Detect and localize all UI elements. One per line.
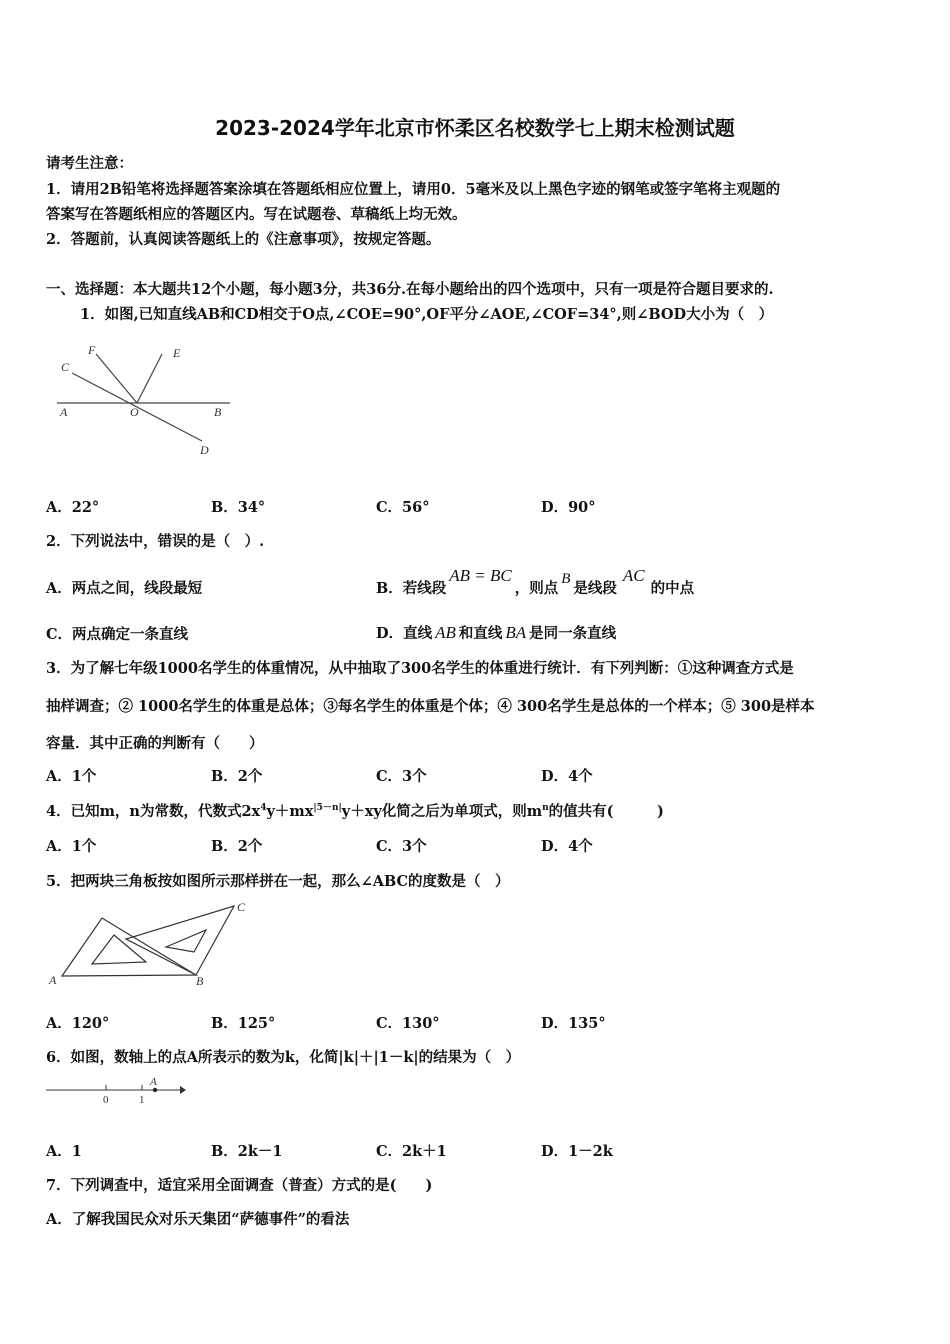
q2-d-text: 和直线 (458, 625, 503, 642)
q2-option-d[interactable] (376, 622, 616, 643)
question-7-stem: 7．下列调查中，适宜采用全面调查（普查）方式的是( ) (46, 1177, 433, 1194)
label-d: D (200, 443, 209, 457)
q2-b-text: ，则点 (514, 580, 559, 597)
q5-option-a[interactable]: A．120° (46, 1015, 110, 1032)
q1-option-a[interactable]: A．22° (46, 499, 100, 516)
notice-line: 2．答题前，认真阅读答题纸上的《注意事项》，按规定答题。 (46, 231, 441, 248)
q4-exponent: |5－n| (313, 803, 342, 814)
q3-option-c[interactable]: C．3个 (376, 768, 427, 785)
q1-option-b[interactable]: B．34° (211, 499, 266, 516)
q4-option-c[interactable]: C．3个 (376, 838, 427, 855)
notice-line: 答案写在答题纸相应的答题区内。写在试题卷、草稿纸上均无效。 (46, 206, 467, 223)
q4-exponent: n (542, 803, 549, 814)
label-0: 0 (103, 1094, 109, 1106)
q4-option-a[interactable]: A．1个 (46, 838, 97, 855)
notice-line: 1．请用2B铅笔将选择题答案涂填在答题纸相应位置上，请用0．5毫米及以上黑色字迹的钢笔或签字笔将主观题的 (46, 181, 781, 198)
label-1: 1 (139, 1094, 145, 1106)
label-a: A (49, 973, 57, 987)
question-6-stem: 6．如图，数轴上的点A所表示的数为k，化简|k|＋|1－k|的结果为（ ） (46, 1049, 521, 1066)
label-e: E (173, 346, 181, 360)
label-c: C (237, 900, 246, 914)
q1-option-c[interactable]: C．56° (376, 499, 430, 516)
axis-arrow (180, 1086, 186, 1094)
q2-b-text: B．若线段 (376, 580, 447, 597)
q6-option-a[interactable]: A．1 (46, 1143, 82, 1160)
q2-option-a[interactable]: A．两点之间，线段最短 (46, 580, 203, 597)
q1-option-d[interactable]: D．90° (541, 499, 596, 516)
q1-figure (52, 340, 242, 465)
q2-b-point: B (561, 571, 571, 587)
q6-option-b[interactable]: B．2k－1 (211, 1143, 283, 1160)
question-2-stem: 2．下列说法中，错误的是（ ）. (46, 533, 265, 550)
question-3-line: 3．为了解七年级1000名学生的体重情况，从中抽取了300名学生的体重进行统计．有下列判断：①这种调查方式是 (46, 660, 794, 677)
q5-option-b[interactable]: B．125° (211, 1015, 276, 1032)
section-heading: 一、选择题：本大题共12个小题，每小题3分，共36分.在每小题给出的四个选项中，只有一项是符合题目要求的. (46, 281, 774, 298)
q4-text: 的值共有( ) (548, 803, 664, 820)
label-o: O (130, 405, 139, 419)
q3-option-a[interactable]: A．1个 (46, 768, 97, 785)
triangle-2-inner (166, 930, 206, 952)
ray-oe (137, 354, 162, 403)
q2-d-text: 是同一条直线 (529, 625, 617, 642)
notice-heading: 请考生注意： (46, 155, 133, 172)
label-b: B (214, 405, 222, 419)
q2-b-text: 的中点 (650, 580, 695, 597)
q2-d-ba: BA (505, 623, 527, 642)
q3-option-b[interactable]: B．2个 (211, 768, 263, 785)
label-c: C (61, 360, 70, 374)
q5-figure (44, 897, 259, 989)
question-5-stem: 5．把两块三角板按如图所示那样拼在一起，那么∠ABC的度数是（ ） (46, 873, 510, 890)
q4-text: 4．已知m，n为常数，代数式2x (46, 803, 261, 820)
q2-option-c[interactable]: C．两点确定一条直线 (46, 626, 189, 643)
point-a (153, 1088, 157, 1092)
q2-b-formula: AB = BC (449, 566, 512, 585)
label-f: F (88, 343, 96, 357)
q7-option-a[interactable]: A．了解我国民众对乐天集团“萨德事件”的看法 (46, 1211, 350, 1228)
q5-option-c[interactable]: C．130° (376, 1015, 440, 1032)
q3-option-d[interactable]: D．4个 (541, 768, 593, 785)
question-4-stem (46, 800, 664, 821)
q2-b-segment: AC (622, 566, 645, 585)
label-a: A (150, 1076, 157, 1088)
q4-text: y＋xy化简之后为单项式，则m (341, 803, 543, 820)
q2-d-ab: AB (435, 623, 456, 642)
question-3-line: 抽样调查；② 1000名学生的体重是总体；③每名学生的体重是个体；④ 300名学生是总体的一个样本；⑤ 300是样本 (46, 698, 815, 715)
question-1-stem: 1．如图,已知直线AB和CD相交于O点,∠COE=90°,OF平分∠AOE,∠COF=34°,则∠BOD大小为（ ） (80, 306, 774, 323)
label-a: A (60, 405, 68, 419)
q2-b-text: 是线段 (573, 580, 617, 597)
q6-option-c[interactable]: C．2k＋1 (376, 1143, 447, 1160)
q2-d-text: D．直线 (376, 625, 433, 642)
q4-option-b[interactable]: B．2个 (211, 838, 263, 855)
q2-option-b[interactable] (376, 566, 695, 598)
label-b: B (196, 974, 204, 988)
q4-text: y＋mx (266, 803, 314, 820)
q4-option-d[interactable]: D．4个 (541, 838, 593, 855)
q4-exponent: 4 (260, 803, 267, 814)
question-3-line: 容量．其中正确的判断有（ ） (46, 735, 264, 752)
q6-number-line (44, 1073, 194, 1107)
q6-option-d[interactable]: D．1－2k (541, 1143, 613, 1160)
q5-option-d[interactable]: D．135° (541, 1015, 606, 1032)
page-title: 2023-2024学年北京市怀柔区名校数学七上期末检测试题 (215, 116, 735, 140)
